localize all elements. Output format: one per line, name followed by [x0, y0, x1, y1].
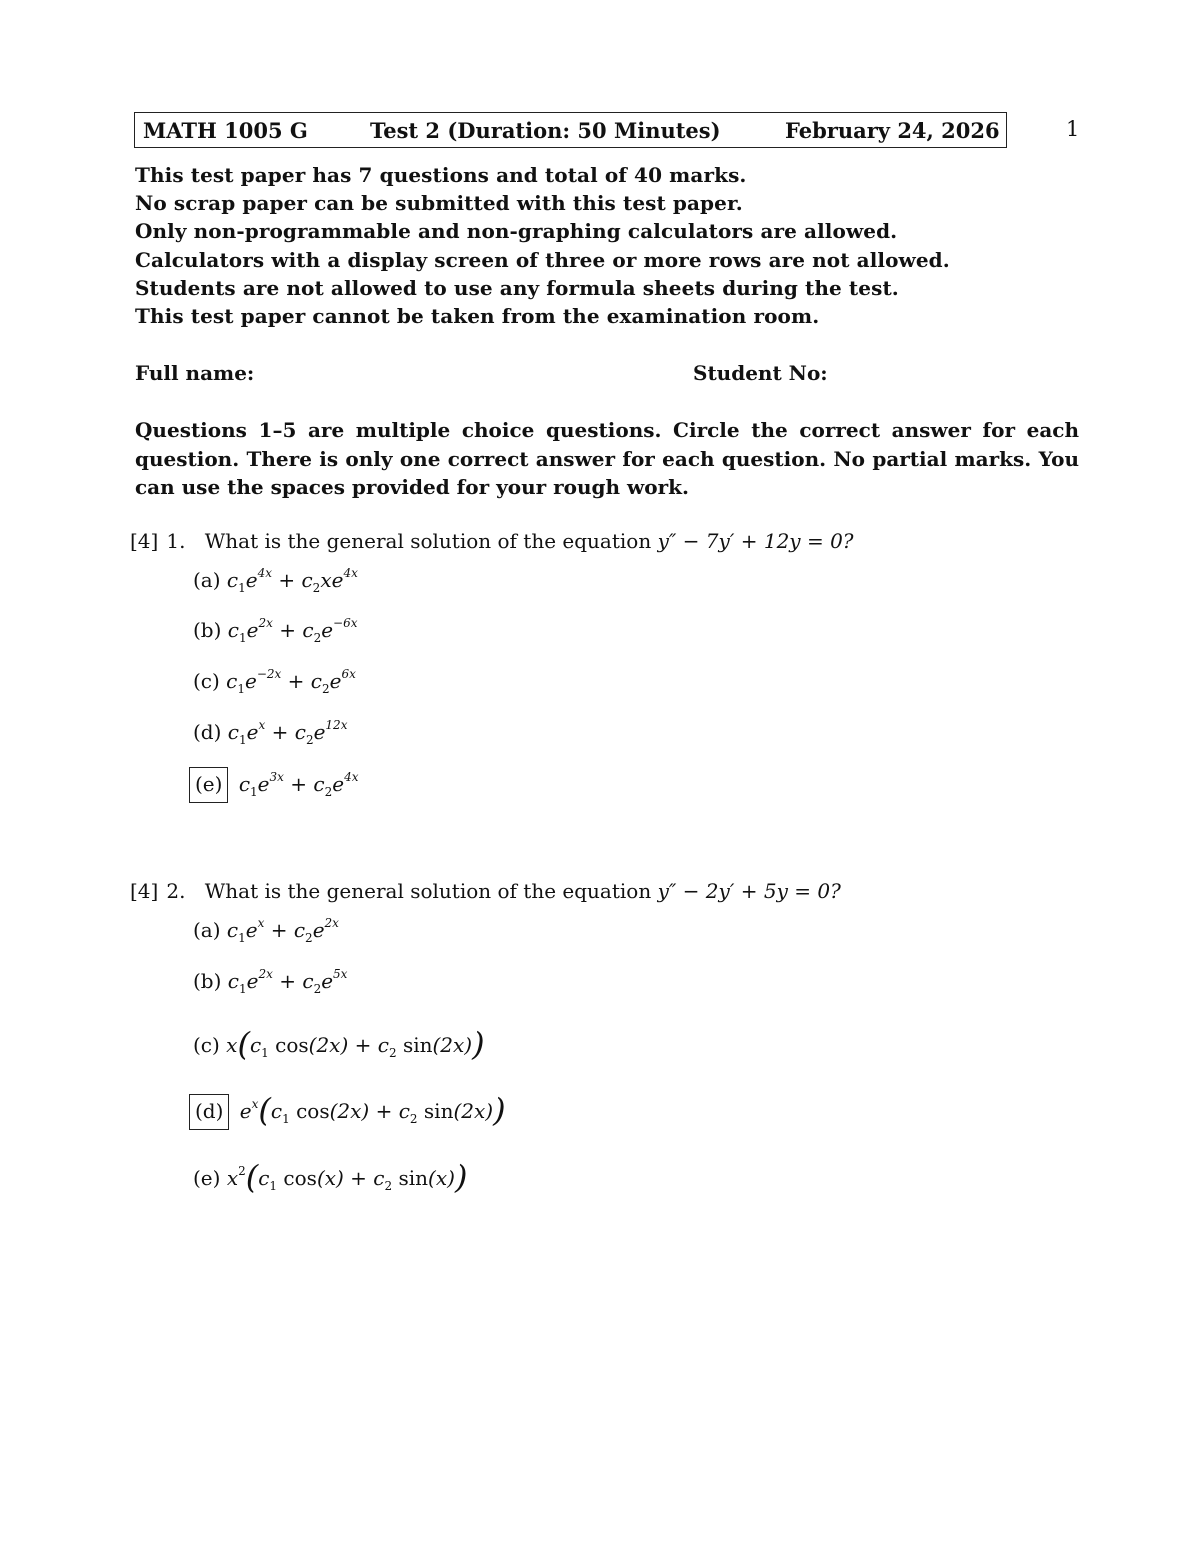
choice-label-boxed: (e)	[189, 767, 228, 803]
question-number: 2.	[166, 879, 186, 903]
test-title: Test 2 (Duration: 50 Minutes)	[370, 118, 721, 143]
q1-choice-a[interactable]: (a) $c_1e^{4x} + c_2xe^{4x}$	[193, 566, 358, 595]
q1-choice-c[interactable]: (c) $c_1e^{-2x} + c_2e^{6x}$	[193, 667, 356, 696]
question-marks: [4]	[130, 879, 159, 903]
instruction-line: This test paper cannot be taken from the examination room.	[135, 304, 820, 328]
choice-label: (b)	[193, 618, 222, 642]
q1-choice-e[interactable]: (e) $c_1e^{3x} + c_2e^{4x}$	[193, 772, 358, 799]
question-marks: [4]	[130, 529, 159, 553]
q2-choice-c[interactable]: (c) $x(c_1$ $\cos(2x) + c_2$ sin(2x))	[193, 1025, 485, 1063]
choice-label: (a)	[193, 568, 221, 592]
q2-choice-e[interactable]: (e) $x^2(c_1$ $\cos(x) + c_2$ sin(x))	[193, 1158, 468, 1196]
instruction-line: Calculators with a display screen of three or more rows are not allowed.	[135, 248, 950, 272]
instruction-line: This test paper has 7 questions and total of 40 marks.	[135, 163, 747, 187]
q2-choice-a[interactable]: (a) $c_1e^x + c_2e^{2x}$	[193, 916, 339, 945]
instruction-line: Students are not allowed to use any formula sheets during the test.	[135, 276, 899, 300]
question-number: 1.	[166, 529, 186, 553]
student-no-label: Student No:	[693, 361, 828, 385]
choice-label: (c)	[193, 1033, 220, 1057]
choice-label: (d)	[193, 720, 222, 744]
q1-choice-d[interactable]: (d) $c_1e^x + c_2e^{12x}$	[193, 718, 348, 747]
course-code: MATH 1005 G	[143, 118, 308, 143]
header-box	[134, 112, 1007, 148]
page-number: 1	[1066, 117, 1080, 141]
choice-label: (c)	[193, 669, 220, 693]
test-date: February 24, 2026	[785, 118, 1000, 143]
full-name-label: Full name:	[135, 361, 255, 385]
choice-label: (a)	[193, 918, 221, 942]
question-prompt: What is the general solution of the equation	[204, 529, 652, 553]
choice-label-boxed: (d)	[189, 1094, 229, 1130]
multiple-choice-intro: Questions 1–5 are multiple choice questions. Circle the correct answer for each question. There is only one correct answer for each question. No partial marks. You can use the spaces provided for your rough work.	[135, 418, 1079, 499]
instruction-line: Only non-programmable and non-graphing calculators are allowed.	[135, 219, 898, 243]
question-1	[130, 529, 854, 553]
question-2	[130, 879, 841, 903]
q1-choice-b[interactable]: (b) $c_1e^{2x} + c_2e^{-6x}$	[193, 616, 358, 645]
q2-choice-b[interactable]: (b) $c_1e^{2x} + c_2e^{5x}$	[193, 967, 348, 996]
choice-label: (e)	[193, 1166, 221, 1190]
choice-label: (b)	[193, 969, 222, 993]
q2-choice-d[interactable]: (d) $e^x(c_1$ $\cos(2x) + c_2$ sin(2x))	[193, 1088, 506, 1126]
question-equation: y″ − 2y′ + 5y = 0?	[657, 879, 841, 903]
question-prompt: What is the general solution of the equation	[204, 879, 652, 903]
instruction-line: No scrap paper can be submitted with this test paper.	[135, 191, 743, 215]
question-equation: y″ − 7y′ + 12y = 0?	[657, 529, 854, 553]
